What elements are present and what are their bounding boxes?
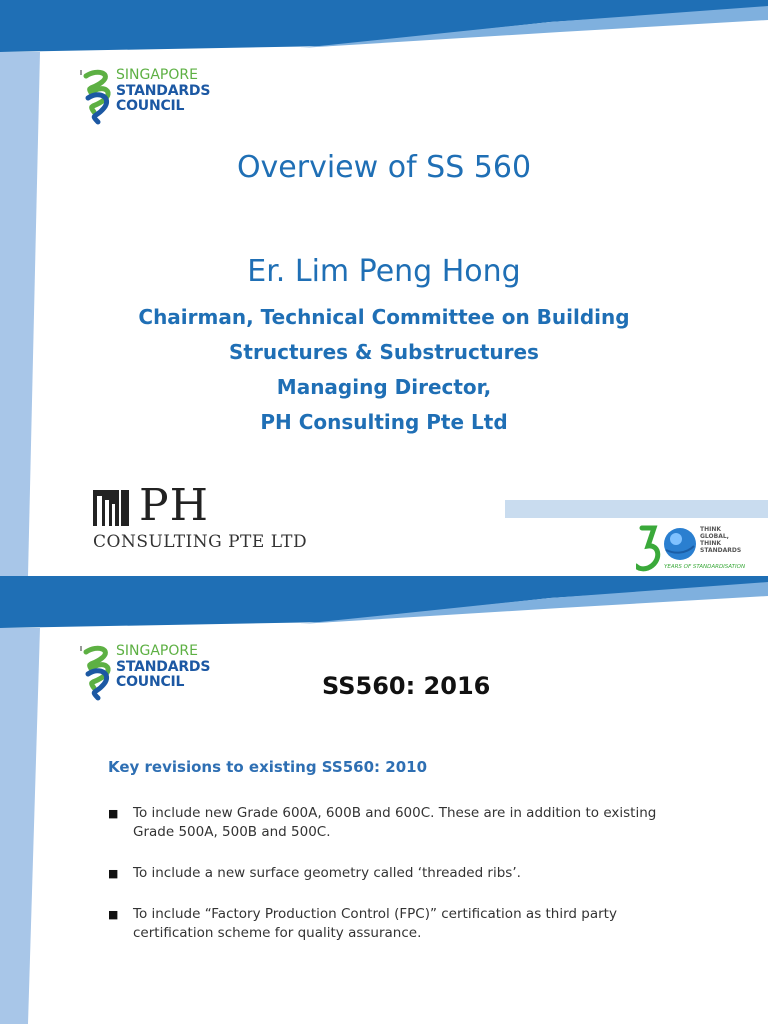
role-line: Structures & Substructures	[229, 340, 539, 364]
bullet-icon: ■	[108, 807, 119, 820]
list-item-text: To include a new surface geometry called ‘threaded ribs’.	[133, 865, 521, 881]
logo-line-1: SINGAPORE	[116, 67, 198, 83]
badge-line-4: STANDARDS	[700, 547, 742, 554]
badge-line-3: THINK	[700, 540, 722, 547]
list-item	[108, 864, 668, 883]
singapore-standards-council-logo	[82, 68, 242, 130]
slide-title: Overview of SS 560	[236, 150, 532, 185]
logo-line-1: SINGAPORE	[116, 643, 198, 659]
decorative-bar	[505, 500, 768, 518]
bullet-icon: ■	[108, 867, 119, 880]
slide-heading: SS560: 2016	[322, 672, 491, 700]
badge-tagline: YEARS OF STANDARDISATION	[664, 564, 746, 570]
revision-list	[108, 804, 668, 965]
logo-line-3: COUNCIL	[116, 98, 185, 114]
ph-building-icon	[93, 490, 133, 528]
logo-line-3: COUNCIL	[116, 674, 185, 690]
role-line: Managing Director,	[276, 375, 492, 399]
list-item-text: To include “Factory Production Control (FPC)” certification as third party certification scheme for quality assurance.	[133, 906, 617, 941]
logo-line-2: STANDARDS	[116, 82, 211, 99]
globe-50-icon	[636, 522, 756, 574]
presenter-name: Er. Lim Peng Hong	[247, 254, 521, 289]
ssc-swirl-icon	[82, 644, 114, 702]
role-line: PH Consulting Pte Ltd	[260, 410, 508, 434]
presenter-roles	[0, 300, 768, 440]
list-item	[108, 804, 668, 842]
singapore-standards-council-logo	[82, 644, 242, 706]
list-item-text: To include new Grade 600A, 600B and 600C. These are in addition to existing Grade 500A, 500B and 500C.	[133, 805, 657, 840]
sc-fifty-years-badge	[636, 522, 756, 574]
role-line: Chairman, Technical Committee on Building	[138, 305, 630, 329]
bullet-icon: ■	[108, 908, 119, 921]
badge-line-1: THINK	[700, 526, 722, 533]
ph-consulting-logo	[93, 480, 313, 558]
ssc-swirl-icon	[82, 68, 114, 126]
ph-logo-main: PH	[139, 480, 209, 531]
slide-subheading: Key revisions to existing SS560: 2010	[108, 758, 428, 776]
badge-line-2: GLOBAL,	[700, 533, 729, 540]
ph-logo-sub: CONSULTING PTE LTD	[93, 532, 308, 552]
logo-line-2: STANDARDS	[116, 658, 211, 675]
slide-2	[0, 576, 768, 1024]
list-item	[108, 905, 668, 943]
